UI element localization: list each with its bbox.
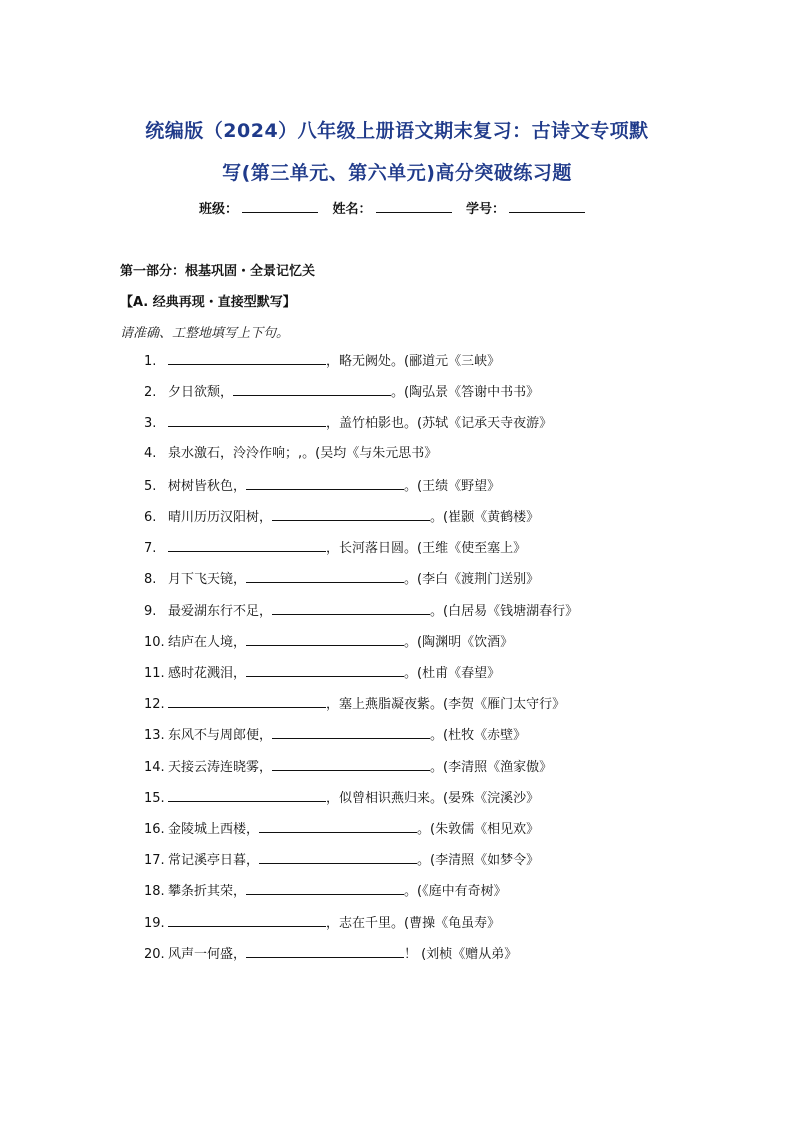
question-item xyxy=(144,912,500,934)
question-text-before: 常记溪亭日暮， xyxy=(168,853,260,869)
answer-blank[interactable] xyxy=(246,568,404,583)
question-number: 4. xyxy=(144,445,157,461)
question-text-after: 。(李清照《如梦令》 xyxy=(417,853,540,869)
question-item xyxy=(144,631,513,653)
question-number: 8. xyxy=(144,572,157,588)
question-number: 6. xyxy=(144,510,157,525)
class-blank[interactable] xyxy=(242,200,318,213)
answer-blank[interactable] xyxy=(272,756,430,771)
question-number: 15. xyxy=(144,790,165,806)
question-number: 12. xyxy=(144,697,165,713)
question-text-before: 天接云涛连晓雾， xyxy=(168,759,273,775)
page-title-line2: 写(第三单元、第六单元)高分突破练习题 xyxy=(222,162,572,184)
question-item xyxy=(144,787,539,809)
question-text-before: 树树皆秋色， xyxy=(168,478,247,494)
question-item xyxy=(144,600,578,622)
question-text-after: 。(李白《渡荆门送别》 xyxy=(404,572,540,588)
question-text-after: ，盖竹柏影也。(苏轼《记承天寺夜游》 xyxy=(326,416,553,432)
question-text-after: 。(崔颢《黄鹤楼》 xyxy=(430,510,540,525)
name-blank[interactable] xyxy=(376,200,452,213)
question-number: 5. xyxy=(144,478,157,494)
question-item xyxy=(144,350,500,372)
question-text-before: 东风不与周郎便， xyxy=(168,728,273,744)
question-text-before: 感时花溅泪， xyxy=(168,666,247,681)
question-number: 10. xyxy=(144,634,165,650)
answer-blank[interactable] xyxy=(168,787,326,802)
question-text-before: 最爱湖东行不足， xyxy=(168,603,273,619)
question-text-before: 夕日欲颓， xyxy=(168,385,234,401)
question-text-after: ，长河落日圆。(王维《使至塞上》 xyxy=(326,541,527,557)
question-number: 20. xyxy=(144,946,165,962)
question-text-before: 晴川历历汉阳树， xyxy=(168,510,273,525)
question-item xyxy=(144,818,539,840)
question-text-before: 风声一何盛， xyxy=(168,946,247,962)
question-text-after: 。(杜牧《赤壁》 xyxy=(430,728,527,744)
answer-blank[interactable] xyxy=(233,381,391,396)
question-text-after: 。(李清照《渔家傲》 xyxy=(430,759,553,775)
question-number: 11. xyxy=(144,666,165,681)
question-item xyxy=(144,444,437,464)
question-item xyxy=(144,537,526,559)
question-text-after: 。(《庭中有奇树》 xyxy=(404,884,507,900)
id-label: 学号： xyxy=(466,202,506,217)
question-number: 1. xyxy=(144,354,157,369)
question-item xyxy=(144,849,539,871)
answer-blank[interactable] xyxy=(246,475,404,490)
question-text-after: ，似曾相识燕归来。(晏殊《浣溪沙》 xyxy=(326,790,540,806)
question-item xyxy=(144,880,507,902)
answer-blank[interactable] xyxy=(246,880,404,895)
question-item xyxy=(144,943,517,965)
question-text-before: 结庐在人境， xyxy=(168,634,247,650)
id-blank[interactable] xyxy=(509,200,585,213)
answer-blank[interactable] xyxy=(246,943,404,958)
question-item xyxy=(144,724,526,746)
answer-blank[interactable] xyxy=(272,506,430,521)
answer-blank[interactable] xyxy=(259,849,417,864)
question-number: 19. xyxy=(144,915,165,931)
question-number: 14. xyxy=(144,759,165,775)
question-text-after: 。(杜甫《春望》 xyxy=(404,666,501,681)
answer-blank[interactable] xyxy=(246,662,404,677)
question-number: 7. xyxy=(144,541,157,557)
answer-blank[interactable] xyxy=(168,412,326,427)
question-number: 9. xyxy=(144,603,157,619)
question-item xyxy=(144,756,552,778)
answer-blank[interactable] xyxy=(246,631,404,646)
question-text-before: 金陵城上西楼， xyxy=(168,822,260,837)
question-number: 2. xyxy=(144,385,157,401)
question-text-before: 泉水激石，泠泠作响；,。(吴均《与朱元思书》 xyxy=(168,445,438,461)
question-item xyxy=(144,662,500,684)
part-title: 第一部分：根基巩固・全景记忆关 xyxy=(120,264,316,279)
class-label: 班级： xyxy=(198,202,238,217)
question-text-before: 攀条折其荣， xyxy=(168,884,247,900)
question-text-after: ，志在千里。(曹操《龟虽寿》 xyxy=(326,915,501,931)
instruction-text: 请准确、工整地填写上下句。 xyxy=(120,326,290,341)
question-item xyxy=(144,381,539,403)
question-number: 3. xyxy=(144,416,157,432)
answer-blank[interactable] xyxy=(259,818,417,833)
question-item xyxy=(144,475,500,497)
page-title-line1: 统编版（2024）八年级上册语文期末复习：古诗文专项默 xyxy=(145,120,649,142)
question-text-after: ，塞上燕脂凝夜紫。(李贺《雁门太守行》 xyxy=(326,697,566,713)
name-label: 姓名： xyxy=(332,202,372,217)
answer-blank[interactable] xyxy=(168,912,326,927)
question-item xyxy=(144,568,539,590)
answer-blank[interactable] xyxy=(272,724,430,739)
question-text-after: ！ (刘桢《赠从弟》 xyxy=(404,946,518,962)
section-title: 【A. 经典再现・直接型默写】 xyxy=(120,295,296,310)
answer-blank[interactable] xyxy=(168,350,326,365)
question-number: 16. xyxy=(144,822,165,837)
question-text-after: 。(朱敦儒《相见欢》 xyxy=(417,822,540,837)
question-number: 17. xyxy=(144,853,165,869)
answer-blank[interactable] xyxy=(272,600,430,615)
question-number: 13. xyxy=(144,728,165,744)
question-item xyxy=(144,506,539,528)
question-item xyxy=(144,412,552,434)
question-text-after: ，略无阙处。(郦道元《三峡》 xyxy=(326,354,501,369)
question-text-after: 。(王绩《野望》 xyxy=(404,478,501,494)
question-text-after: 。(陶弘景《答谢中书书》 xyxy=(391,385,540,401)
student-info-row xyxy=(0,198,794,217)
question-text-after: 。(陶渊明《饮酒》 xyxy=(404,634,514,650)
question-text-after: 。(白居易《钱塘湖春行》 xyxy=(430,603,579,619)
question-item xyxy=(144,693,565,715)
answer-blank[interactable] xyxy=(168,537,326,552)
question-text-before: 月下飞天镜， xyxy=(168,572,247,588)
answer-blank[interactable] xyxy=(168,693,326,708)
question-number: 18. xyxy=(144,884,165,900)
